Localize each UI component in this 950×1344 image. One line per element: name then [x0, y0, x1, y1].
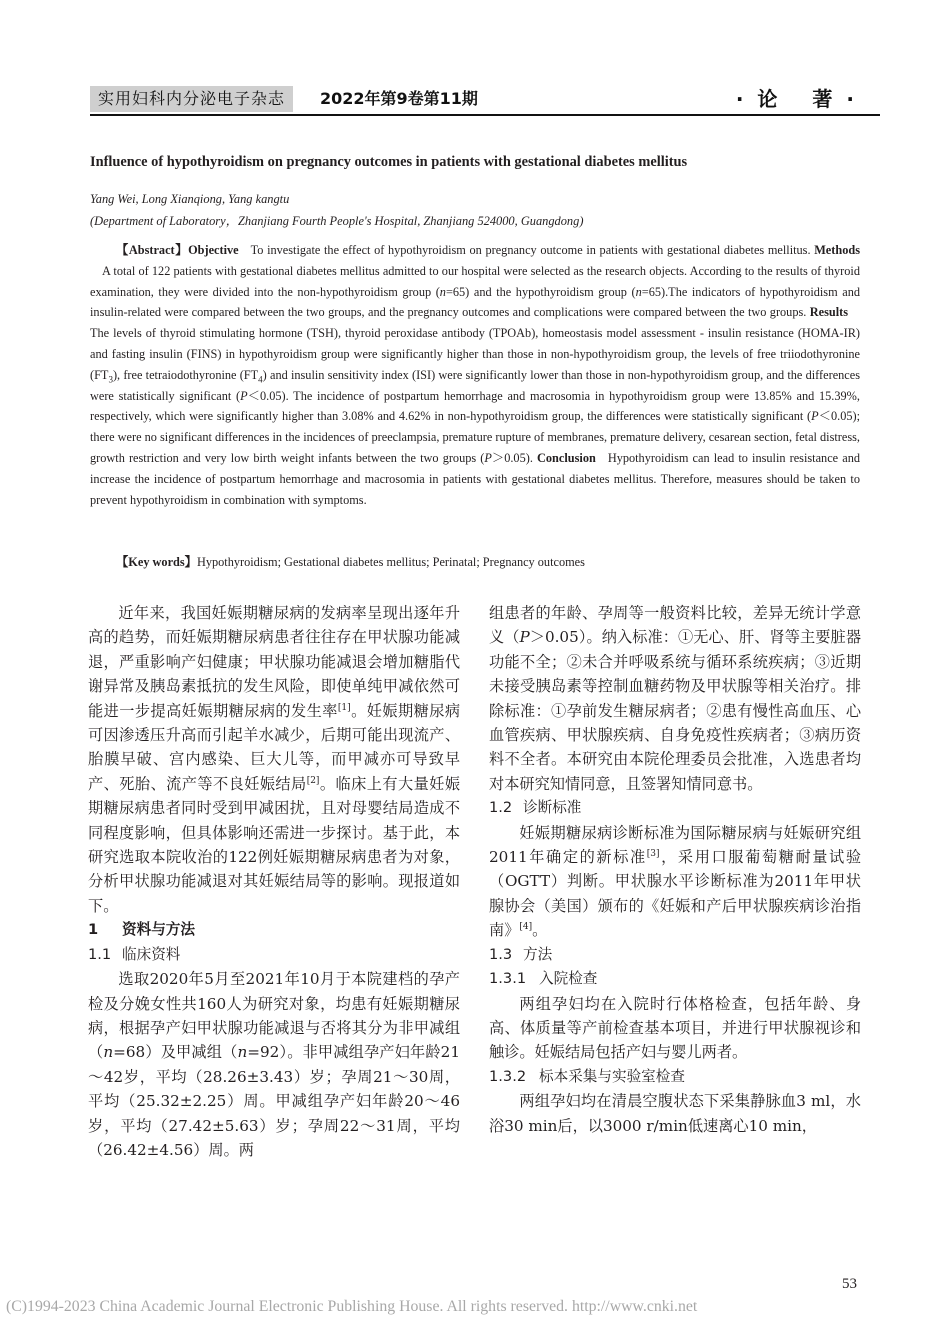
section-heading-1-3	[489, 943, 861, 967]
clinical-data-paragraph	[88, 967, 460, 1162]
paragraph-text: 选取2020年5月至2021年10月于本院建档的孕产检及分娩女性共160人为研究对象，均患有妊娠期糖尿病，根据孕产妇甲状腺功能减退与否将其分为非甲减组（	[88, 970, 460, 1062]
abstract-conclusion: Hypothyroidism can lead to insulin resistance and increase the incidence of postpartum hemorrhage and macrosomia in patients with gestational diabetes mellitus. Therefore, measures should be taken to prevent hypothyroidism in combination with symptoms.	[90, 450, 860, 507]
section-heading-1-2	[489, 796, 861, 820]
heading-text: 临床资料	[122, 945, 181, 963]
n-symbol: n	[103, 1043, 114, 1062]
abstract-results-4: ＜0.05). The incidence of postpartum hemorrhage and macrosomia in hypothyroidism group were 13.85% and 15.39%, respectively, which were significantly higher than 3.08% and 4.62% in non-hypothyroidism group, the differences were statistically significant (	[90, 388, 860, 424]
n-symbol: n	[635, 284, 642, 299]
keywords-label: 【Key words】	[116, 555, 197, 569]
subscript: 4	[258, 374, 263, 385]
issue-info: 2022年第9卷第11期	[320, 89, 478, 108]
abstract-methods: A total of 122 patients with gestational diabetes mellitus admitted to our hospital were selected as the research objects. According to the results of thyroid examination, they were divided into the non-hypothyroidism group (	[90, 263, 860, 299]
section-label: ·论 著·	[735, 87, 868, 111]
header-rule	[90, 114, 880, 116]
paragraph-text-3: 。	[532, 921, 548, 940]
heading-number: 1.1	[88, 945, 112, 963]
intro-paragraph	[88, 601, 460, 918]
keywords-text: Hypothyroidism; Gestational diabetes mellitus; Perinatal; Pregnancy outcomes	[196, 555, 585, 569]
section-heading-1-3-2	[489, 1065, 861, 1089]
abstract	[90, 240, 860, 510]
methods-label: Methods	[814, 243, 860, 257]
section-heading-1	[88, 918, 460, 942]
p-symbol: P	[484, 450, 492, 465]
intro-text: 近年来，我国妊娠期糖尿病的发病率呈现出逐年升高的趋势，而妊娠期糖尿病患者往往存在甲状腺功能减退，严重影响产妇健康；甲状腺功能减退会增加糖脂代谢异常及胰岛素抵抗的发生风险，即使单纯甲减依然可能进一步提高妊娠期糖尿病的发生率	[88, 604, 460, 720]
p-symbol: P	[519, 628, 530, 647]
paragraph-text-3: =92）。非甲减组孕产妇年龄21～42岁，平均（28.26±3.43）岁；孕周21～30周，平均（25.32±2.25）周。甲减组孕产妇年龄20～46岁，平均（27.42±5.63）岁；孕周22～31周，平均（26.42±4.56）周。两	[88, 1043, 461, 1159]
article-authors: Yang Wei, Long Xianqiong, Yang kangtu	[90, 192, 290, 206]
abstract-results-2: ), free tetraiodothyronine (FT	[112, 367, 259, 382]
reference-marker: [4]	[519, 922, 533, 933]
left-column	[88, 601, 460, 1162]
journal-name: 实用妇科内分泌电子杂志	[90, 86, 293, 112]
abstract-results-6: ＞0.05).	[491, 450, 533, 465]
p-symbol: P	[811, 409, 819, 424]
paragraph-text: 妊娠期糖尿病诊断标准为国际糖尿病与妊娠研究组2011年确定的新标准	[489, 823, 861, 867]
paragraph-text-2: ＞0.05）。纳入标准：①无心、肝、肾等主要脏器功能不全；②未合并呼吸系统与循环系统疾病；③近期未接受胰岛素等控制血糖药物及甲状腺等相关治疗。排除标准：①孕前发生糖尿病者；②患有慢性高血压、心血管疾病、甲状腺疾病、自身免疫性疾病者；③病历资料不全者。本研究由本院伦理委员会批准，入选患者均对本研究知情同意，且签署知情同意书。	[489, 628, 862, 793]
article-affiliation: (Department of Laboratory，Zhanjiang Fourth People's Hospital, Zhanjiang 524000, Guangdong)	[90, 214, 584, 228]
journal-header	[90, 86, 880, 112]
clinical-data-continued	[489, 601, 861, 796]
heading-number: 1.3	[489, 945, 513, 963]
keywords	[90, 552, 860, 573]
abstract-methods-3: =65).The indicators of hypothyroidism and insulin-related were compared between the two groups, and the pregnancy outcomes and complications were compared between the two groups.	[90, 284, 860, 320]
heading-number: 1.3.2	[489, 1067, 527, 1085]
reference-marker: [1]	[337, 702, 351, 713]
p-symbol: P	[240, 388, 248, 403]
n-symbol: n	[237, 1043, 248, 1062]
paragraph-text-2: =68）及甲减组（	[113, 1043, 238, 1062]
subscript: 3	[108, 374, 113, 385]
heading-number: 1.2	[489, 799, 513, 817]
intro-text-3: 。临床上有大量妊娠期糖尿病患者同时受到甲减困扰，且对母婴结局造成不同程度影响，但具体影响还需进一步探讨。基于此，本研究选取本院收治的122例妊娠期糖尿病患者为对象，分析甲状腺功能减退对其妊娠结局等的影响。现报道如下。	[88, 774, 461, 915]
reference-marker: [3]	[646, 849, 660, 859]
abstract-results: The levels of thyroid stimulating hormone (TSH), thyroid peroxidase antibody (TPOAb), homeostasis model assessment - insulin resistance (HOMA-IR) and fasting insulin (FINS) in hypothyroidism group were significantly higher than those in non-hypothyroidism group, the levels of free triiodothyronine (FT	[90, 326, 860, 382]
intro-text-2: 。妊娠期糖尿病可因渗透压升高而引起羊水减少，后期可能出现流产、胎膜早破、宫内感染、巨大儿等，而甲减亦可导致早产、死胎、流产等不良妊娠结局	[88, 701, 461, 793]
results-label: Results	[809, 305, 848, 320]
abstract-objective: To investigate the effect of hypothyroidism on pregnancy outcome in patients with gestational diabetes mellitus.	[250, 243, 811, 257]
article-title: Influence of hypothyroidism on pregnancy outcomes in patients with gestational diabetes mellitus	[90, 154, 688, 170]
section-heading-1-1	[88, 943, 460, 967]
copyright-watermark: (C)1994-2023 China Academic Journal Electronic Publishing House. All rights reserved. http://www.cnki.net	[6, 1298, 698, 1315]
section-heading-1-3-1	[489, 967, 861, 991]
heading-text: 诊断标准	[523, 799, 582, 817]
heading-text: 入院检查	[539, 970, 598, 988]
n-symbol: n	[439, 284, 446, 299]
reference-marker: [2]	[306, 775, 320, 786]
sampling-paragraph: 两组孕妇均在清晨空腹状态下采集静脉血3 ml，水浴30 min后，以3000 r/min低速离心10 min，	[489, 1092, 861, 1135]
right-column	[489, 601, 861, 1138]
paragraph-text-2: ，采用口服葡萄糖耐量试验（OGTT）判断。甲状腺水平诊断标准为2011年甲状腺协会（美国）颁布的《妊娠和产后甲状腺疾病诊治指南》	[489, 848, 861, 940]
admission-paragraph: 两组孕妇均在入院时行体格检查，包括年龄、身高、体质量等产前检查基本项目，并进行甲状腺视诊和触诊。妊娠结局包括产妇与婴儿两者。	[489, 994, 861, 1062]
abstract-results-3: ) and insulin sensitivity index (ISI) were significantly lower than those in non-hypothyroidism group, and the differences were statistically significant (	[90, 367, 860, 403]
abstract-methods-2: =65) and the hypothyroidism group (	[445, 284, 636, 299]
heading-number: 1.3.1	[489, 970, 527, 988]
heading-number: 1	[88, 921, 99, 939]
diagnosis-paragraph	[489, 821, 861, 943]
page-number: 53	[842, 1276, 857, 1292]
heading-text: 资料与方法	[122, 921, 195, 939]
paragraph-text: 组患者的年龄、孕周等一般资料比较，差异无统计学意义（	[489, 604, 861, 647]
abstract-label: 【Abstract】Objective	[116, 243, 239, 257]
abstract-results-5: ＜0.05); there were no significant differences in the incidences of preeclampsia, premature rupture of membranes, premature delivery, cesarean section, fetal distress, growth restriction and very low birth weight infants between the two groups (	[90, 409, 860, 465]
heading-text: 标本采集与实验室检查	[539, 1067, 685, 1085]
conclusion-label: Conclusion	[537, 450, 596, 465]
heading-text: 方法	[523, 945, 553, 963]
